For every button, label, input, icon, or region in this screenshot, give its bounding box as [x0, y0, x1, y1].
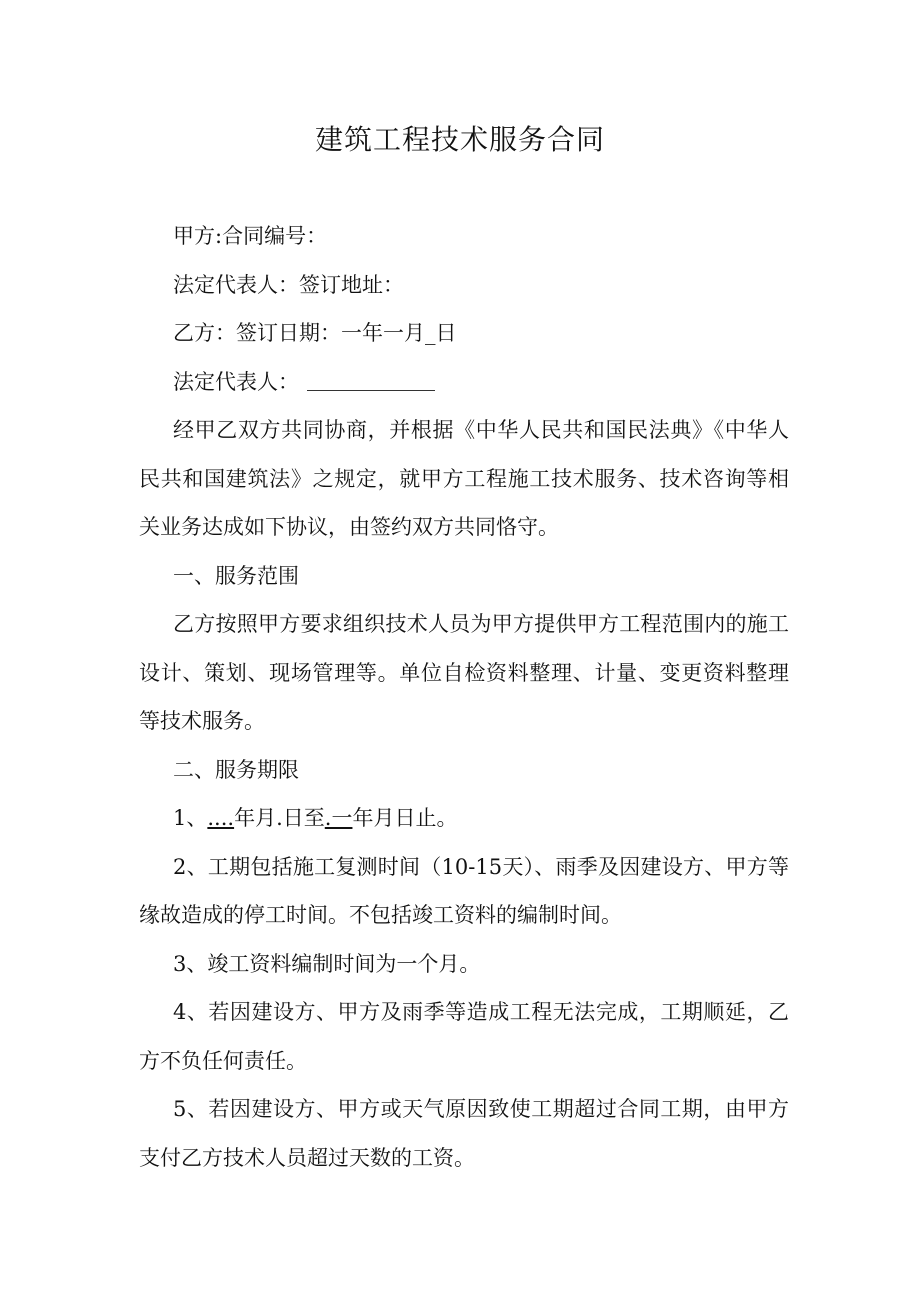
section1-heading: 一、服务范围	[173, 563, 299, 588]
legal-rep-blank	[307, 370, 435, 391]
item-1-suffix: 年月日止。	[352, 806, 458, 830]
item-2: 2、工期包括施工复测时间（10-15天）、雨季及因建设方、甲方等缘故造成的停工时间。不包括竣工资料的编制时间。	[139, 854, 789, 927]
item-1	[139, 794, 789, 843]
section2-heading: 二、服务期限	[173, 757, 299, 782]
legal-rep-label: 法定代表人：	[173, 369, 299, 394]
party-b-line: 乙方：签订日期：一年一月_日	[173, 321, 457, 345]
item-3: 3、竣工资料编制时间为一个月。	[173, 951, 481, 976]
item-5: 5、若因建设方、甲方或天气原因致使工期超过合同工期，由甲方支付乙方技术人员超过天数的工资。	[139, 1097, 789, 1170]
legal-rep-signing-address-line: 法定代表人：签订地址：	[173, 272, 404, 297]
intro-paragraph: 经甲乙双方共同协商，并根据《中华人民共和国民法典》《中华人民共和国建筑法》之规定，就甲方工程施工技术服务、技术咨询等相关业务达成如下协议，由签约双方共同恪守。	[139, 418, 789, 539]
item-1-prefix: 1、	[173, 806, 208, 830]
item-1-mid: 年月.日至	[234, 806, 325, 830]
item-1-dots: ....	[207, 806, 235, 830]
item-4: 4、若因建设方、甲方及雨季等造成工程无法完成，工期顺延，乙方不负任何责任。	[139, 1000, 789, 1073]
party-a-line: 甲方:合同编号：	[173, 224, 328, 248]
legal-rep-line	[139, 358, 789, 407]
document-title: 建筑工程技术服务合同	[314, 123, 605, 156]
item-1-dash: .一	[324, 806, 353, 830]
document-body	[139, 212, 789, 1182]
section1-text: 乙方按照甲方要求组织技术人员为甲方提供甲方工程范围内的施工设计、策划、现场管理等。单位自检资料整理、计量、变更资料整理等技术服务。	[139, 612, 789, 733]
